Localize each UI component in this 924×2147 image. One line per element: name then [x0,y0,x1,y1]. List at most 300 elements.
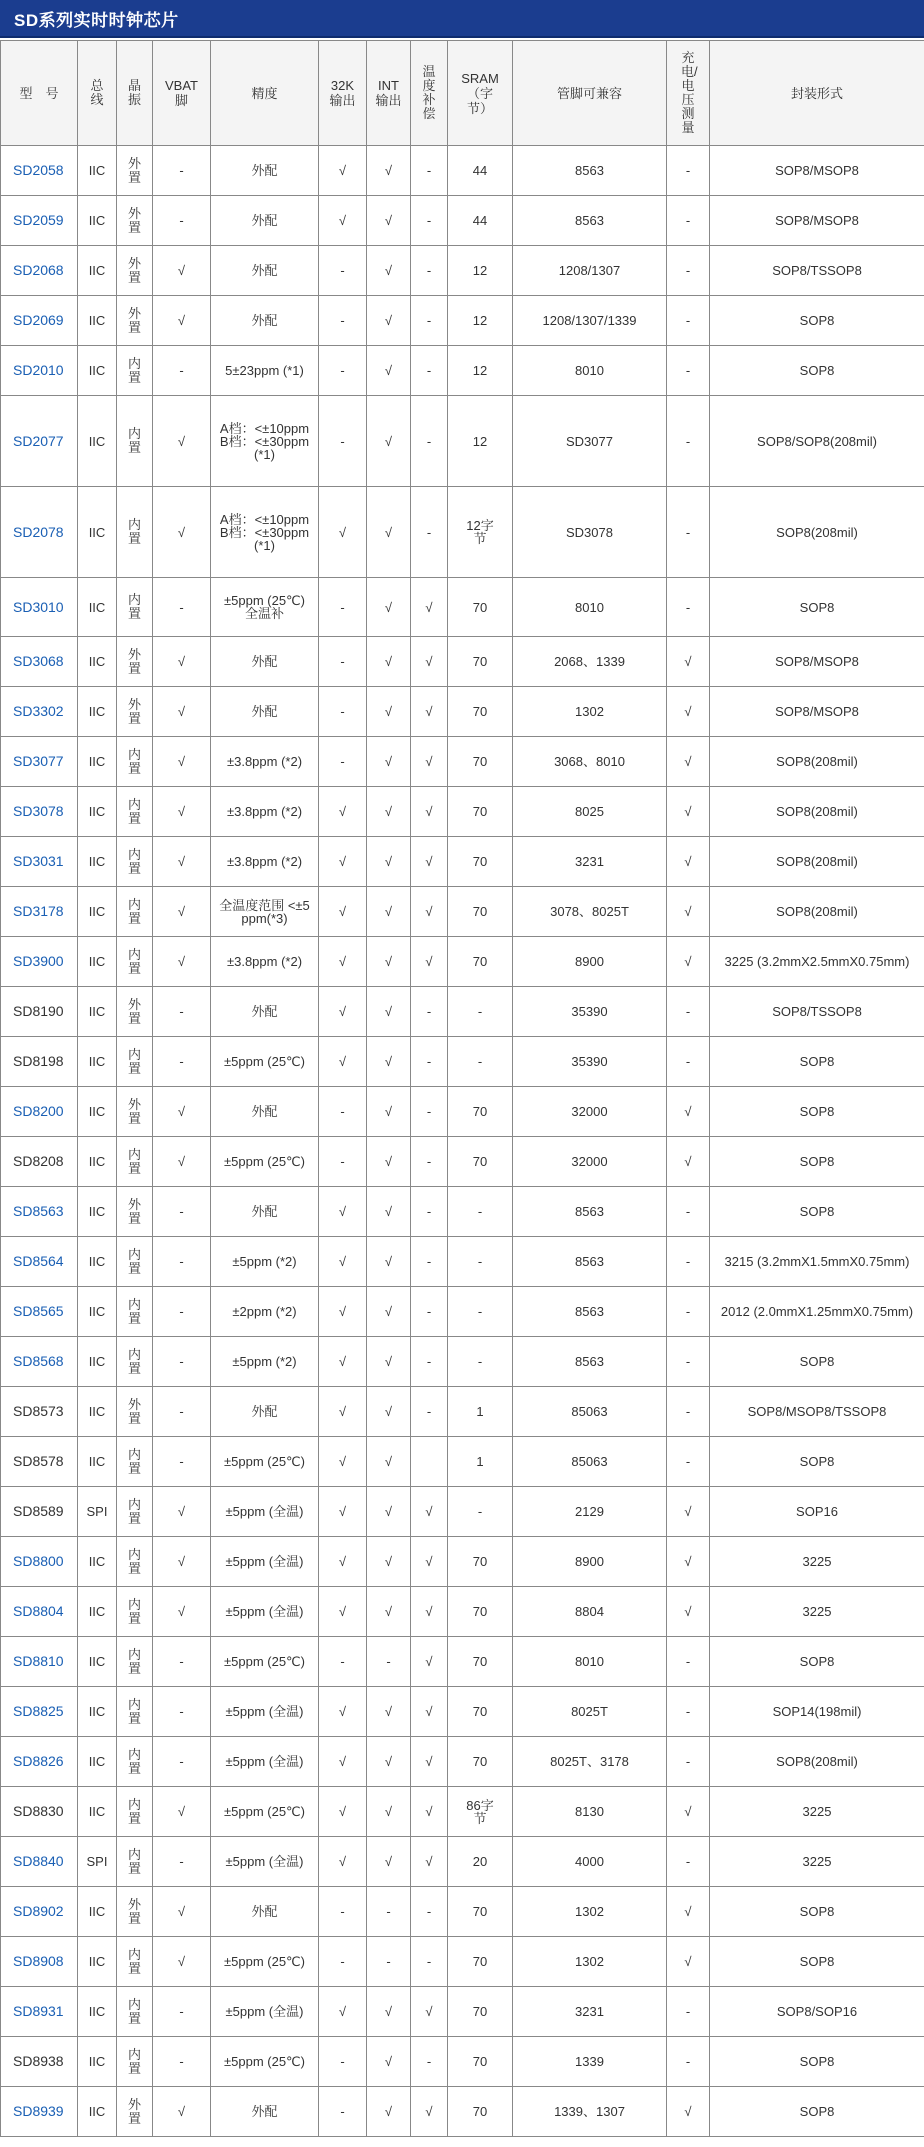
sram-cell: 70 [448,1637,513,1687]
temp-comp-cell: √ [411,687,448,737]
bus-cell: IIC [78,2037,117,2087]
package-cell: 3225 [710,1787,924,1837]
accuracy-cell: ±5ppm (全温) [211,1837,319,1887]
charge-cell: √ [667,837,710,887]
temp-comp-cell: √ [411,1987,448,2037]
accuracy-cell: 外配 [211,1887,319,1937]
header-row [1,41,924,146]
model-link[interactable]: SD8804 [1,1587,78,1637]
pin-compat-cell: 8900 [513,937,667,987]
charge-cell: √ [667,737,710,787]
package-cell: SOP8(208mil) [710,787,924,837]
model-link[interactable]: SD2059 [1,196,78,246]
temp-comp-cell: √ [411,1587,448,1637]
pin-compat-cell: 8563 [513,1237,667,1287]
model-link[interactable]: SD2068 [1,246,78,296]
package-cell: SOP8 [710,1187,924,1237]
table-row [1,687,924,737]
vbat-cell: - [153,987,211,1037]
vbat-cell: - [153,578,211,637]
table-row [1,1687,924,1737]
model-link[interactable]: SD8939 [1,2087,78,2137]
crystal-cell: 内置 [117,1237,153,1287]
temp-comp-cell: - [411,196,448,246]
out32k-cell: √ [319,1487,367,1537]
temp-comp-cell: - [411,146,448,196]
int-output-cell: √ [367,2037,411,2087]
accuracy-cell: ±5ppm (25℃) [211,1637,319,1687]
sram-cell: - [448,987,513,1037]
int-output-cell: √ [367,987,411,1037]
int-output-cell: √ [367,396,411,487]
bus-cell: IIC [78,1637,117,1687]
model-link[interactable]: SD8825 [1,1687,78,1737]
model-link[interactable]: SD3078 [1,787,78,837]
table-row [1,1987,924,2037]
table-row [1,246,924,296]
vbat-cell: - [153,1437,211,1487]
accuracy-cell: 外配 [211,687,319,737]
accuracy-cell: ±2ppm (*2) [211,1287,319,1337]
vbat-cell: - [153,1287,211,1337]
crystal-cell: 外置 [117,687,153,737]
crystal-cell: 外置 [117,2087,153,2137]
model-link[interactable]: SD8840 [1,1837,78,1887]
package-cell: SOP14(198mil) [710,1687,924,1737]
table-row [1,1587,924,1637]
crystal-cell: 内置 [117,1737,153,1787]
out32k-cell: - [319,1637,367,1687]
vbat-cell: √ [153,937,211,987]
pin-compat-cell: 8563 [513,146,667,196]
int-output-cell: √ [367,737,411,787]
vbat-cell: √ [153,1587,211,1637]
package-cell: SOP8(208mil) [710,887,924,937]
pin-compat-cell: 8010 [513,1637,667,1687]
pin-compat-cell: 1302 [513,687,667,737]
crystal-cell: 内置 [117,1587,153,1637]
charge-cell: √ [667,637,710,687]
model-link[interactable]: SD8826 [1,1737,78,1787]
table-row [1,1737,924,1787]
charge-cell: - [667,346,710,396]
header-charge-voltage: 充电/电压测量 [667,41,710,146]
temp-comp-cell: √ [411,837,448,887]
sram-cell: 86字节 [448,1787,513,1837]
pin-compat-cell: 1339、1307 [513,2087,667,2137]
sram-cell: - [448,1037,513,1087]
crystal-cell: 内置 [117,837,153,887]
bus-cell: IIC [78,1337,117,1387]
sram-cell: 70 [448,837,513,887]
int-output-cell: √ [367,2087,411,2137]
crystal-cell: 内置 [117,1937,153,1987]
bus-cell: IIC [78,346,117,396]
int-output-cell: √ [367,1287,411,1337]
int-output-cell: √ [367,346,411,396]
int-output-cell: √ [367,296,411,346]
sram-cell: 70 [448,1537,513,1587]
out32k-cell: √ [319,1437,367,1487]
table-row [1,2087,924,2137]
package-cell: 3215 (3.2mmX1.5mmX0.75mm) [710,1237,924,1287]
temp-comp-cell: - [411,246,448,296]
model-link[interactable]: SD8931 [1,1987,78,2037]
int-output-cell: √ [367,1237,411,1287]
package-cell: SOP8 [710,1437,924,1487]
accuracy-cell: 外配 [211,1387,319,1437]
table-row [1,1437,924,1487]
temp-comp-cell: √ [411,1637,448,1687]
charge-cell: - [667,1687,710,1737]
temp-comp-cell: - [411,987,448,1037]
accuracy-cell: ±5ppm (*2) [211,1337,319,1387]
vbat-cell: √ [153,787,211,837]
int-output-cell: √ [367,937,411,987]
int-output-cell: √ [367,1487,411,1537]
table-row [1,937,924,987]
accuracy-cell: ±5ppm (25℃) [211,1137,319,1187]
vbat-cell: √ [153,1137,211,1187]
sram-cell: 70 [448,2087,513,2137]
bus-cell: IIC [78,887,117,937]
int-output-cell: √ [367,1337,411,1387]
model-link[interactable]: SD2010 [1,346,78,396]
vbat-cell: - [153,1837,211,1887]
pin-compat-cell: 1302 [513,1937,667,1987]
charge-cell: - [667,487,710,578]
temp-comp-cell: - [411,1287,448,1337]
bus-cell: IIC [78,987,117,1037]
package-cell: SOP8/TSSOP8 [710,987,924,1037]
model-cell: SD8938 [1,2037,78,2087]
bus-cell: IIC [78,1737,117,1787]
package-cell: SOP8 [710,296,924,346]
model-link[interactable]: SD3302 [1,687,78,737]
sram-cell: 70 [448,1687,513,1737]
out32k-cell: √ [319,787,367,837]
charge-cell: - [667,1437,710,1487]
package-cell: 3225 [710,1587,924,1637]
crystal-cell: 内置 [117,1487,153,1537]
model-link[interactable]: SD8568 [1,1337,78,1387]
package-cell: SOP8(208mil) [710,487,924,578]
temp-comp-cell: - [411,1937,448,1987]
out32k-cell: √ [319,1737,367,1787]
model-link[interactable]: SD8565 [1,1287,78,1337]
model-cell: SD8589 [1,1487,78,1537]
bus-cell: IIC [78,687,117,737]
header-sram: SRAM（字节） [448,41,513,146]
pin-compat-cell: 1339 [513,2037,667,2087]
table-row [1,1137,924,1187]
pin-compat-cell: 3231 [513,1987,667,2037]
pin-compat-cell: 8563 [513,1287,667,1337]
sram-cell: 12 [448,346,513,396]
package-cell: SOP8/SOP8(208mil) [710,396,924,487]
accuracy-cell: ±5ppm (25℃) 全温补 [211,578,319,637]
vbat-cell: - [153,1687,211,1737]
sram-cell: - [448,1487,513,1537]
package-cell: SOP8/TSSOP8 [710,246,924,296]
table-row [1,1487,924,1537]
accuracy-cell: ±5ppm (全温) [211,1487,319,1537]
temp-comp-cell: √ [411,2087,448,2137]
bus-cell: IIC [78,837,117,887]
int-output-cell: √ [367,1587,411,1637]
out32k-cell: √ [319,1037,367,1087]
charge-cell: - [667,146,710,196]
crystal-cell: 内置 [117,1637,153,1687]
out32k-cell: √ [319,1787,367,1837]
accuracy-cell: ±3.8ppm (*2) [211,787,319,837]
accuracy-cell: ±5ppm (25℃) [211,1787,319,1837]
table-row [1,787,924,837]
accuracy-cell: ±5ppm (全温) [211,1537,319,1587]
bus-cell: IIC [78,1687,117,1737]
out32k-cell: - [319,737,367,787]
charge-cell: - [667,987,710,1037]
crystal-cell: 外置 [117,1187,153,1237]
table-row [1,2037,924,2087]
accuracy-cell: ±5ppm (25℃) [211,2037,319,2087]
table-row [1,487,924,578]
charge-cell: - [667,1637,710,1687]
package-cell: 3225 [710,1537,924,1587]
crystal-cell: 内置 [117,1437,153,1487]
model-link[interactable]: SD2078 [1,487,78,578]
out32k-cell: - [319,296,367,346]
charge-cell: - [667,296,710,346]
sram-cell: - [448,1237,513,1287]
temp-comp-cell: - [411,1237,448,1287]
model-link[interactable]: SD8902 [1,1887,78,1937]
model-link[interactable]: SD3010 [1,578,78,637]
bus-cell: IIC [78,1437,117,1487]
vbat-cell: √ [153,296,211,346]
model-cell: SD8208 [1,1137,78,1187]
pin-compat-cell: 8563 [513,196,667,246]
sram-cell: 12字节 [448,487,513,578]
pin-compat-cell: 3078、8025T [513,887,667,937]
charge-cell: √ [667,887,710,937]
temp-comp-cell: √ [411,637,448,687]
package-cell: 3225 [710,1837,924,1887]
out32k-cell: √ [319,1837,367,1887]
temp-comp-cell: √ [411,1837,448,1887]
int-output-cell: √ [367,246,411,296]
int-output-cell: √ [367,687,411,737]
model-link[interactable]: SD8908 [1,1937,78,1987]
int-output-cell: - [367,1887,411,1937]
package-cell: SOP8/MSOP8/TSSOP8 [710,1387,924,1437]
charge-cell: - [667,1187,710,1237]
out32k-cell: - [319,1137,367,1187]
sram-cell: 12 [448,246,513,296]
charge-cell: √ [667,1137,710,1187]
charge-cell: √ [667,1887,710,1937]
model-link[interactable]: SD3900 [1,937,78,987]
temp-comp-cell: √ [411,1487,448,1537]
int-output-cell: √ [367,578,411,637]
sram-cell: - [448,1337,513,1387]
table-row [1,1287,924,1337]
table-row [1,1387,924,1437]
crystal-cell: 内置 [117,787,153,837]
int-output-cell: √ [367,1037,411,1087]
sram-cell: 70 [448,737,513,787]
sram-cell: 70 [448,687,513,737]
bus-cell: IIC [78,1387,117,1437]
crystal-cell: 内置 [117,1037,153,1087]
accuracy-cell: ±3.8ppm (*2) [211,837,319,887]
int-output-cell: √ [367,837,411,887]
vbat-cell: √ [153,2087,211,2137]
model-link[interactable]: SD8200 [1,1087,78,1137]
out32k-cell: √ [319,196,367,246]
table-body [1,146,924,2137]
charge-cell: √ [667,1087,710,1137]
pin-compat-cell: 8130 [513,1787,667,1837]
int-output-cell: √ [367,196,411,246]
crystal-cell: 内置 [117,1537,153,1587]
model-link[interactable]: SD8563 [1,1187,78,1237]
out32k-cell: - [319,246,367,296]
bus-cell: IIC [78,1987,117,2037]
temp-comp-cell: - [411,1887,448,1937]
model-link[interactable]: SD2058 [1,146,78,196]
sram-cell: - [448,1187,513,1237]
model-link[interactable]: SD2077 [1,396,78,487]
accuracy-cell: 全温度范围 <±5ppm(*3) [211,887,319,937]
temp-comp-cell: √ [411,787,448,837]
accuracy-cell: ±5ppm (25℃) [211,1937,319,1987]
vbat-cell: √ [153,1937,211,1987]
temp-comp-cell: √ [411,1537,448,1587]
bus-cell: IIC [78,578,117,637]
pin-compat-cell: 8025T [513,1687,667,1737]
bus-cell: IIC [78,737,117,787]
model-link[interactable]: SD2069 [1,296,78,346]
crystal-cell: 内置 [117,1787,153,1837]
temp-comp-cell: - [411,296,448,346]
table-row [1,1937,924,1987]
accuracy-cell: 5±23ppm (*1) [211,346,319,396]
charge-cell: - [667,2037,710,2087]
out32k-cell: - [319,2087,367,2137]
table-row [1,1887,924,1937]
crystal-cell: 内置 [117,1337,153,1387]
package-cell: SOP8 [710,1887,924,1937]
sram-cell: 70 [448,1887,513,1937]
table-row [1,1837,924,1887]
int-output-cell: √ [367,1437,411,1487]
crystal-cell: 外置 [117,196,153,246]
table-row [1,346,924,396]
crystal-cell: 内置 [117,2037,153,2087]
pin-compat-cell: 1208/1307 [513,246,667,296]
pin-compat-cell: 1302 [513,1887,667,1937]
header-bus: 总线 [78,41,117,146]
bus-cell: IIC [78,1587,117,1637]
charge-cell: - [667,1037,710,1087]
sram-cell: 70 [448,1937,513,1987]
accuracy-cell: 外配 [211,1087,319,1137]
product-table-container [0,40,924,2137]
model-cell: SD8830 [1,1787,78,1837]
bus-cell: IIC [78,246,117,296]
temp-comp-cell: √ [411,737,448,787]
int-output-cell: - [367,1637,411,1687]
table-row [1,1537,924,1587]
model-cell: SD8573 [1,1387,78,1437]
sram-cell: 70 [448,937,513,987]
header-model: 型 号 [1,41,78,146]
vbat-cell: √ [153,246,211,296]
bus-cell: SPI [78,1487,117,1537]
temp-comp-cell: - [411,346,448,396]
crystal-cell: 外置 [117,1387,153,1437]
table-row [1,1787,924,1837]
header-int-output: INT输出 [367,41,411,146]
crystal-cell: 外置 [117,296,153,346]
temp-comp-cell: √ [411,1737,448,1787]
model-link[interactable]: SD3068 [1,637,78,687]
charge-cell: √ [667,1787,710,1837]
temp-comp-cell: - [411,1087,448,1137]
sram-cell: - [448,1287,513,1337]
crystal-cell: 外置 [117,1087,153,1137]
table-row [1,837,924,887]
title-bar [0,0,924,38]
sram-cell: 70 [448,1587,513,1637]
pin-compat-cell: 2129 [513,1487,667,1537]
crystal-cell: 内置 [117,1837,153,1887]
out32k-cell: √ [319,987,367,1037]
model-link[interactable]: SD3178 [1,887,78,937]
bus-cell: IIC [78,2087,117,2137]
pin-compat-cell: 85063 [513,1387,667,1437]
bus-cell: SPI [78,1837,117,1887]
package-cell: SOP8 [710,346,924,396]
pin-compat-cell: 1208/1307/1339 [513,296,667,346]
vbat-cell: - [153,1737,211,1787]
out32k-cell: - [319,1087,367,1137]
pin-compat-cell: 8804 [513,1587,667,1637]
vbat-cell: √ [153,1087,211,1137]
pin-compat-cell: 8025 [513,787,667,837]
out32k-cell: √ [319,837,367,887]
charge-cell: √ [667,1587,710,1637]
model-cell: SD8190 [1,987,78,1037]
int-output-cell: √ [367,146,411,196]
page-title: SD系列实时时钟芯片 [14,10,179,30]
int-output-cell: √ [367,637,411,687]
table-row [1,887,924,937]
accuracy-cell: ±5ppm (全温) [211,1987,319,2037]
model-link[interactable]: SD8810 [1,1637,78,1687]
pin-compat-cell: 3068、8010 [513,737,667,787]
pin-compat-cell: 4000 [513,1837,667,1887]
model-link[interactable]: SD3077 [1,737,78,787]
bus-cell: IIC [78,396,117,487]
model-link[interactable]: SD3031 [1,837,78,887]
table-row [1,578,924,637]
model-link[interactable]: SD8564 [1,1237,78,1287]
vbat-cell: - [153,346,211,396]
model-link[interactable]: SD8800 [1,1537,78,1587]
crystal-cell: 内置 [117,1987,153,2037]
